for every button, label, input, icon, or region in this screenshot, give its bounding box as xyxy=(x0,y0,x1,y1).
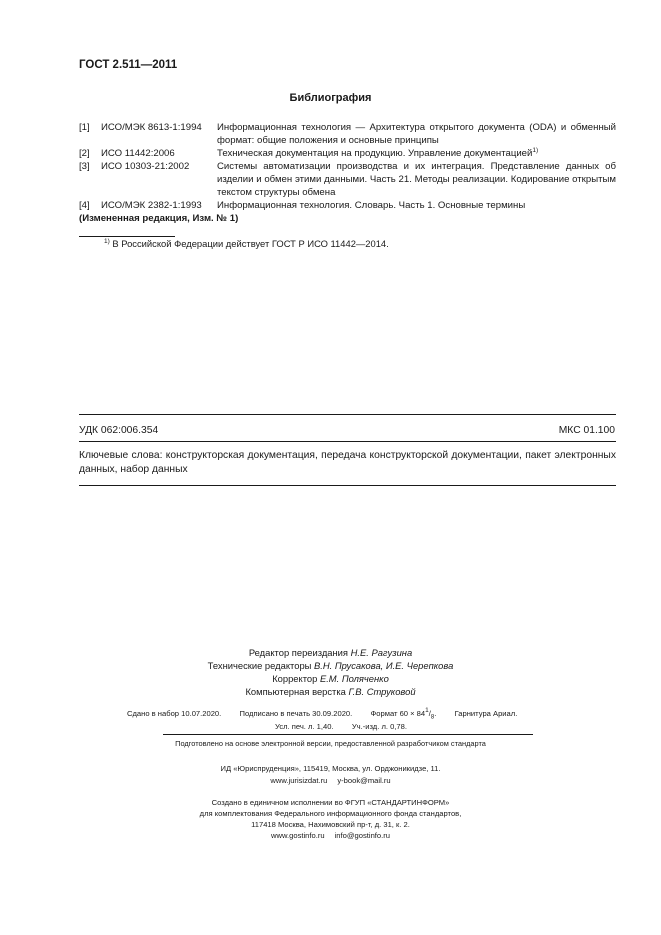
middle-rule xyxy=(79,441,616,442)
paper-format: Формат $60 \times 84^1/_8$. xyxy=(370,707,437,721)
sent-date: Сдано в набор 10.07.2020. xyxy=(127,709,222,718)
bibliography-title: Библиография xyxy=(289,92,372,104)
entry-code: ИСО/МЭК 2382-1:1993 xyxy=(101,200,202,211)
entry-text-body: Техническая документация на продукцию. Управление документацией xyxy=(217,148,533,159)
footnote-ref: 1) xyxy=(532,147,539,154)
credit-name: В.Н. Прусакова, И.Е. Черепкова xyxy=(314,660,454,671)
typeface: Гарнитура Ариал. xyxy=(454,709,518,718)
prepared-note: Подготовлено на основе электронной версии, предоставленной разработчиком стандарта xyxy=(175,739,486,748)
footnote-text: В Российской Федерации действует ГОСТ Р ИСО 11442—2014. xyxy=(109,238,389,249)
bibliography-list xyxy=(79,121,616,225)
entry-text: Информационная технология. Словарь. Часть 1. Основные термины xyxy=(217,200,526,211)
credit-tech-editors xyxy=(0,659,661,672)
bibliography-entry xyxy=(79,160,616,199)
entry-text: Информационная технология — Архитектура открытого документа (ODA) и обменный формат: общие положения и основные принципы xyxy=(217,122,616,146)
footnote-mark: 1) xyxy=(104,238,110,245)
printing-line-1 xyxy=(127,709,517,721)
entry-number: [2] xyxy=(79,148,90,159)
format-label: Формат 60 × 84 xyxy=(370,709,426,718)
publisher-site: www.jurisizdat.ru xyxy=(270,775,328,785)
producer-line: для комплектования Федерального информационного фонда стандартов, xyxy=(199,809,462,818)
amendment-note: (Измененная редакция, Изм. № 1) xyxy=(79,213,239,224)
producer-line: Создано в единичном исполнении во ФГУП «СТАНДАРТИНФОРМ» xyxy=(211,798,450,807)
credit-label: Корректор xyxy=(272,673,320,684)
producer-email: info@gostinfo.ru xyxy=(334,831,391,840)
producer-block xyxy=(0,797,661,841)
publisher-contacts xyxy=(0,775,661,787)
bottom-rule xyxy=(79,485,616,486)
producer-address: 117418 Москва, Нахимовский пр-т, д. 31, к. 2. xyxy=(251,820,410,829)
print-rule xyxy=(163,734,533,735)
credit-editor xyxy=(0,646,661,659)
publisher-email: y-book@mail.ru xyxy=(337,775,391,785)
credit-name: Е.М. Поляченко xyxy=(319,673,389,684)
top-rule xyxy=(79,414,616,415)
printing-line-2 xyxy=(275,722,407,731)
bibliography-entry xyxy=(79,147,616,160)
format-numerator: 1 xyxy=(425,707,429,714)
credit-label: Технические редакторы xyxy=(207,660,314,671)
credit-label: Компьютерная верстка xyxy=(245,686,349,697)
mks-code: МКС 01.100 xyxy=(558,425,615,436)
credit-name: Г.В. Струковой xyxy=(348,686,416,697)
document-id: ГОСТ 2.511—2011 xyxy=(79,59,178,71)
credit-corrector xyxy=(0,672,661,685)
entry-text: Системы автоматизации производства и их интеграция. Представление данных об изделии и обмен этими данными. Часть 21. Методы реализации. Кодирование открытым текстом структуры обмена xyxy=(217,161,616,198)
credit-layout xyxy=(0,685,661,698)
signed-date: Подписано в печать 30.09.2020. xyxy=(239,709,353,718)
udk-code: УДК 062:006.354 xyxy=(79,425,159,436)
keywords: Ключевые слова: конструкторская документация, передача конструкторской документации, пакет электронных данных, набор данных xyxy=(79,450,616,475)
format-denominator: 8 xyxy=(430,714,435,721)
entry-number: [4] xyxy=(79,200,90,211)
publisher-address: ИД «Юриспруденция», 115419, Москва, ул. Орджоникидзе, 11. xyxy=(220,764,441,773)
entry-text xyxy=(217,147,616,160)
credits-block xyxy=(0,646,661,698)
entry-code: ИСО 11442:2006 xyxy=(101,148,175,159)
publisher-block xyxy=(0,763,661,786)
footnote xyxy=(104,238,389,249)
bibliography-entry xyxy=(79,121,616,147)
producer-contacts xyxy=(0,830,661,841)
credit-label: Редактор переиздания xyxy=(248,647,351,658)
footnote-separator xyxy=(79,236,175,237)
entry-code: ИСО/МЭК 8613-1:1994 xyxy=(101,122,202,133)
print-sheets: Усл. печ. л. 1,40. xyxy=(275,722,334,731)
entry-number: [3] xyxy=(79,161,90,172)
credit-name: Н.Е. Рагузина xyxy=(350,647,413,658)
producer-site: www.gostinfo.ru xyxy=(270,831,325,840)
publishing-sheets: Уч.-изд. л. 0,78. xyxy=(351,722,407,731)
entry-number: [1] xyxy=(79,122,90,133)
entry-code: ИСО 10303-21:2002 xyxy=(101,161,190,172)
bibliography-entry xyxy=(79,199,616,212)
